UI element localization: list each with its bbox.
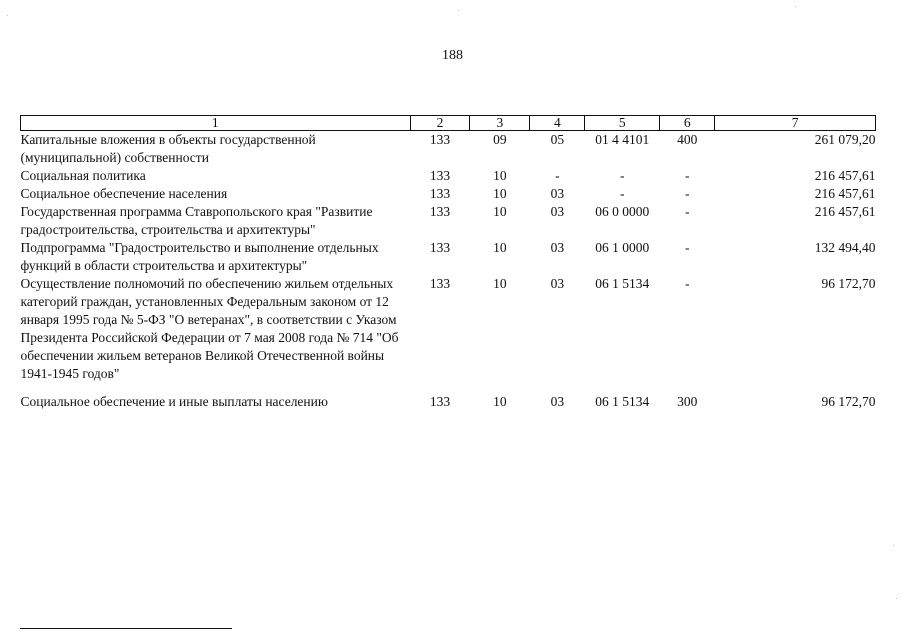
scan-speck xyxy=(893,545,894,546)
row-code-3: 10 xyxy=(493,240,507,255)
row-code-6: 300 xyxy=(677,394,698,409)
row-name: Осуществление полномочий по обеспечению жильем отдельных категорий граждан, установленных Федеральным законом от 12 января 1995 года № 5-ФЗ "О ветеранах", в соответствии с Указом Президента Российской Федерации от 7 мая 2008 года № 714 "Об обеспечении жильем ветеранов Великой Отечественной войны 1941-1945 годов" xyxy=(20,276,399,381)
row-code-6: - xyxy=(684,276,690,291)
row-amount: 216 457,61 xyxy=(814,168,876,183)
row-code-5: 06 1 5134 xyxy=(595,394,650,409)
row-code-4: 03 xyxy=(550,276,565,291)
row-code-3: 10 xyxy=(493,168,507,183)
column-header-6: 6 xyxy=(660,116,715,131)
row-code-2: 133 xyxy=(429,394,451,409)
row-code-2: 133 xyxy=(429,276,451,291)
row-code-2: 133 xyxy=(429,186,451,201)
row-code-5: 06 1 0000 xyxy=(595,240,650,255)
row-name: Государственная программа Ставропольского края "Развитие градостроительства, строительства и архитектуры" xyxy=(20,204,373,237)
table-row xyxy=(21,275,876,383)
row-amount: 216 457,61 xyxy=(814,186,876,201)
row-amount: 261 079,20 xyxy=(814,132,876,147)
budget-table xyxy=(20,115,876,411)
page-number: 188 xyxy=(442,48,463,63)
column-header-4: 4 xyxy=(530,116,585,131)
column-header-1: 1 xyxy=(21,116,411,131)
row-amount: 96 172,70 xyxy=(821,276,876,291)
table-header-row xyxy=(21,116,876,131)
row-amount: 132 494,40 xyxy=(814,240,876,255)
row-code-3: 10 xyxy=(493,276,507,291)
footnote-separator xyxy=(20,628,232,629)
table-row xyxy=(21,239,876,275)
row-code-6: - xyxy=(684,168,690,183)
row-code-2: 133 xyxy=(429,240,451,255)
row-code-6: - xyxy=(684,204,690,219)
row-code-6: - xyxy=(684,240,690,255)
row-amount: 216 457,61 xyxy=(814,204,876,219)
table-row xyxy=(21,203,876,239)
row-name: Капитальные вложения в объекты государственной (муниципальной) собственности xyxy=(20,132,316,165)
row-code-5: 06 0 0000 xyxy=(595,204,650,219)
scan-speck xyxy=(7,15,8,16)
table-row xyxy=(21,383,876,411)
row-code-4: 03 xyxy=(550,394,565,409)
row-name: Социальная политика xyxy=(20,168,146,183)
row-name: Социальное обеспечение и иные выплаты населению xyxy=(20,394,328,409)
row-code-2: 133 xyxy=(429,204,451,219)
row-code-5: 06 1 5134 xyxy=(595,276,650,291)
row-code-3: 10 xyxy=(493,394,507,409)
row-code-3: 10 xyxy=(493,186,507,201)
row-code-2: 133 xyxy=(429,132,451,147)
row-code-4: 03 xyxy=(550,240,565,255)
row-code-5: 01 4 4101 xyxy=(595,132,650,147)
column-header-3: 3 xyxy=(470,116,530,131)
scan-speck xyxy=(896,598,897,599)
column-header-5: 5 xyxy=(585,116,660,131)
scan-speck xyxy=(795,6,796,7)
row-code-4: 03 xyxy=(550,204,565,219)
scan-speck xyxy=(458,10,459,11)
row-code-3: 10 xyxy=(493,204,507,219)
row-code-3: 09 xyxy=(493,132,507,147)
row-amount: 96 172,70 xyxy=(821,394,876,409)
table-row xyxy=(21,167,876,185)
row-code-2: 133 xyxy=(429,168,451,183)
row-code-5: - xyxy=(620,168,625,183)
row-code-6: 400 xyxy=(677,132,698,147)
row-code-6: - xyxy=(684,186,690,201)
table-row xyxy=(21,185,876,203)
row-code-5: - xyxy=(620,186,625,201)
row-code-4: 03 xyxy=(550,186,565,201)
column-header-7: 7 xyxy=(715,116,876,131)
row-code-4: - xyxy=(555,168,560,183)
row-code-4: 05 xyxy=(550,132,565,147)
column-header-2: 2 xyxy=(410,116,470,131)
row-name: Подпрограмма "Градостроительство и выполнение отдельных функций в области строительства и архитектуры" xyxy=(20,240,379,273)
table-row xyxy=(21,131,876,168)
row-name: Социальное обеспечение населения xyxy=(20,186,228,201)
